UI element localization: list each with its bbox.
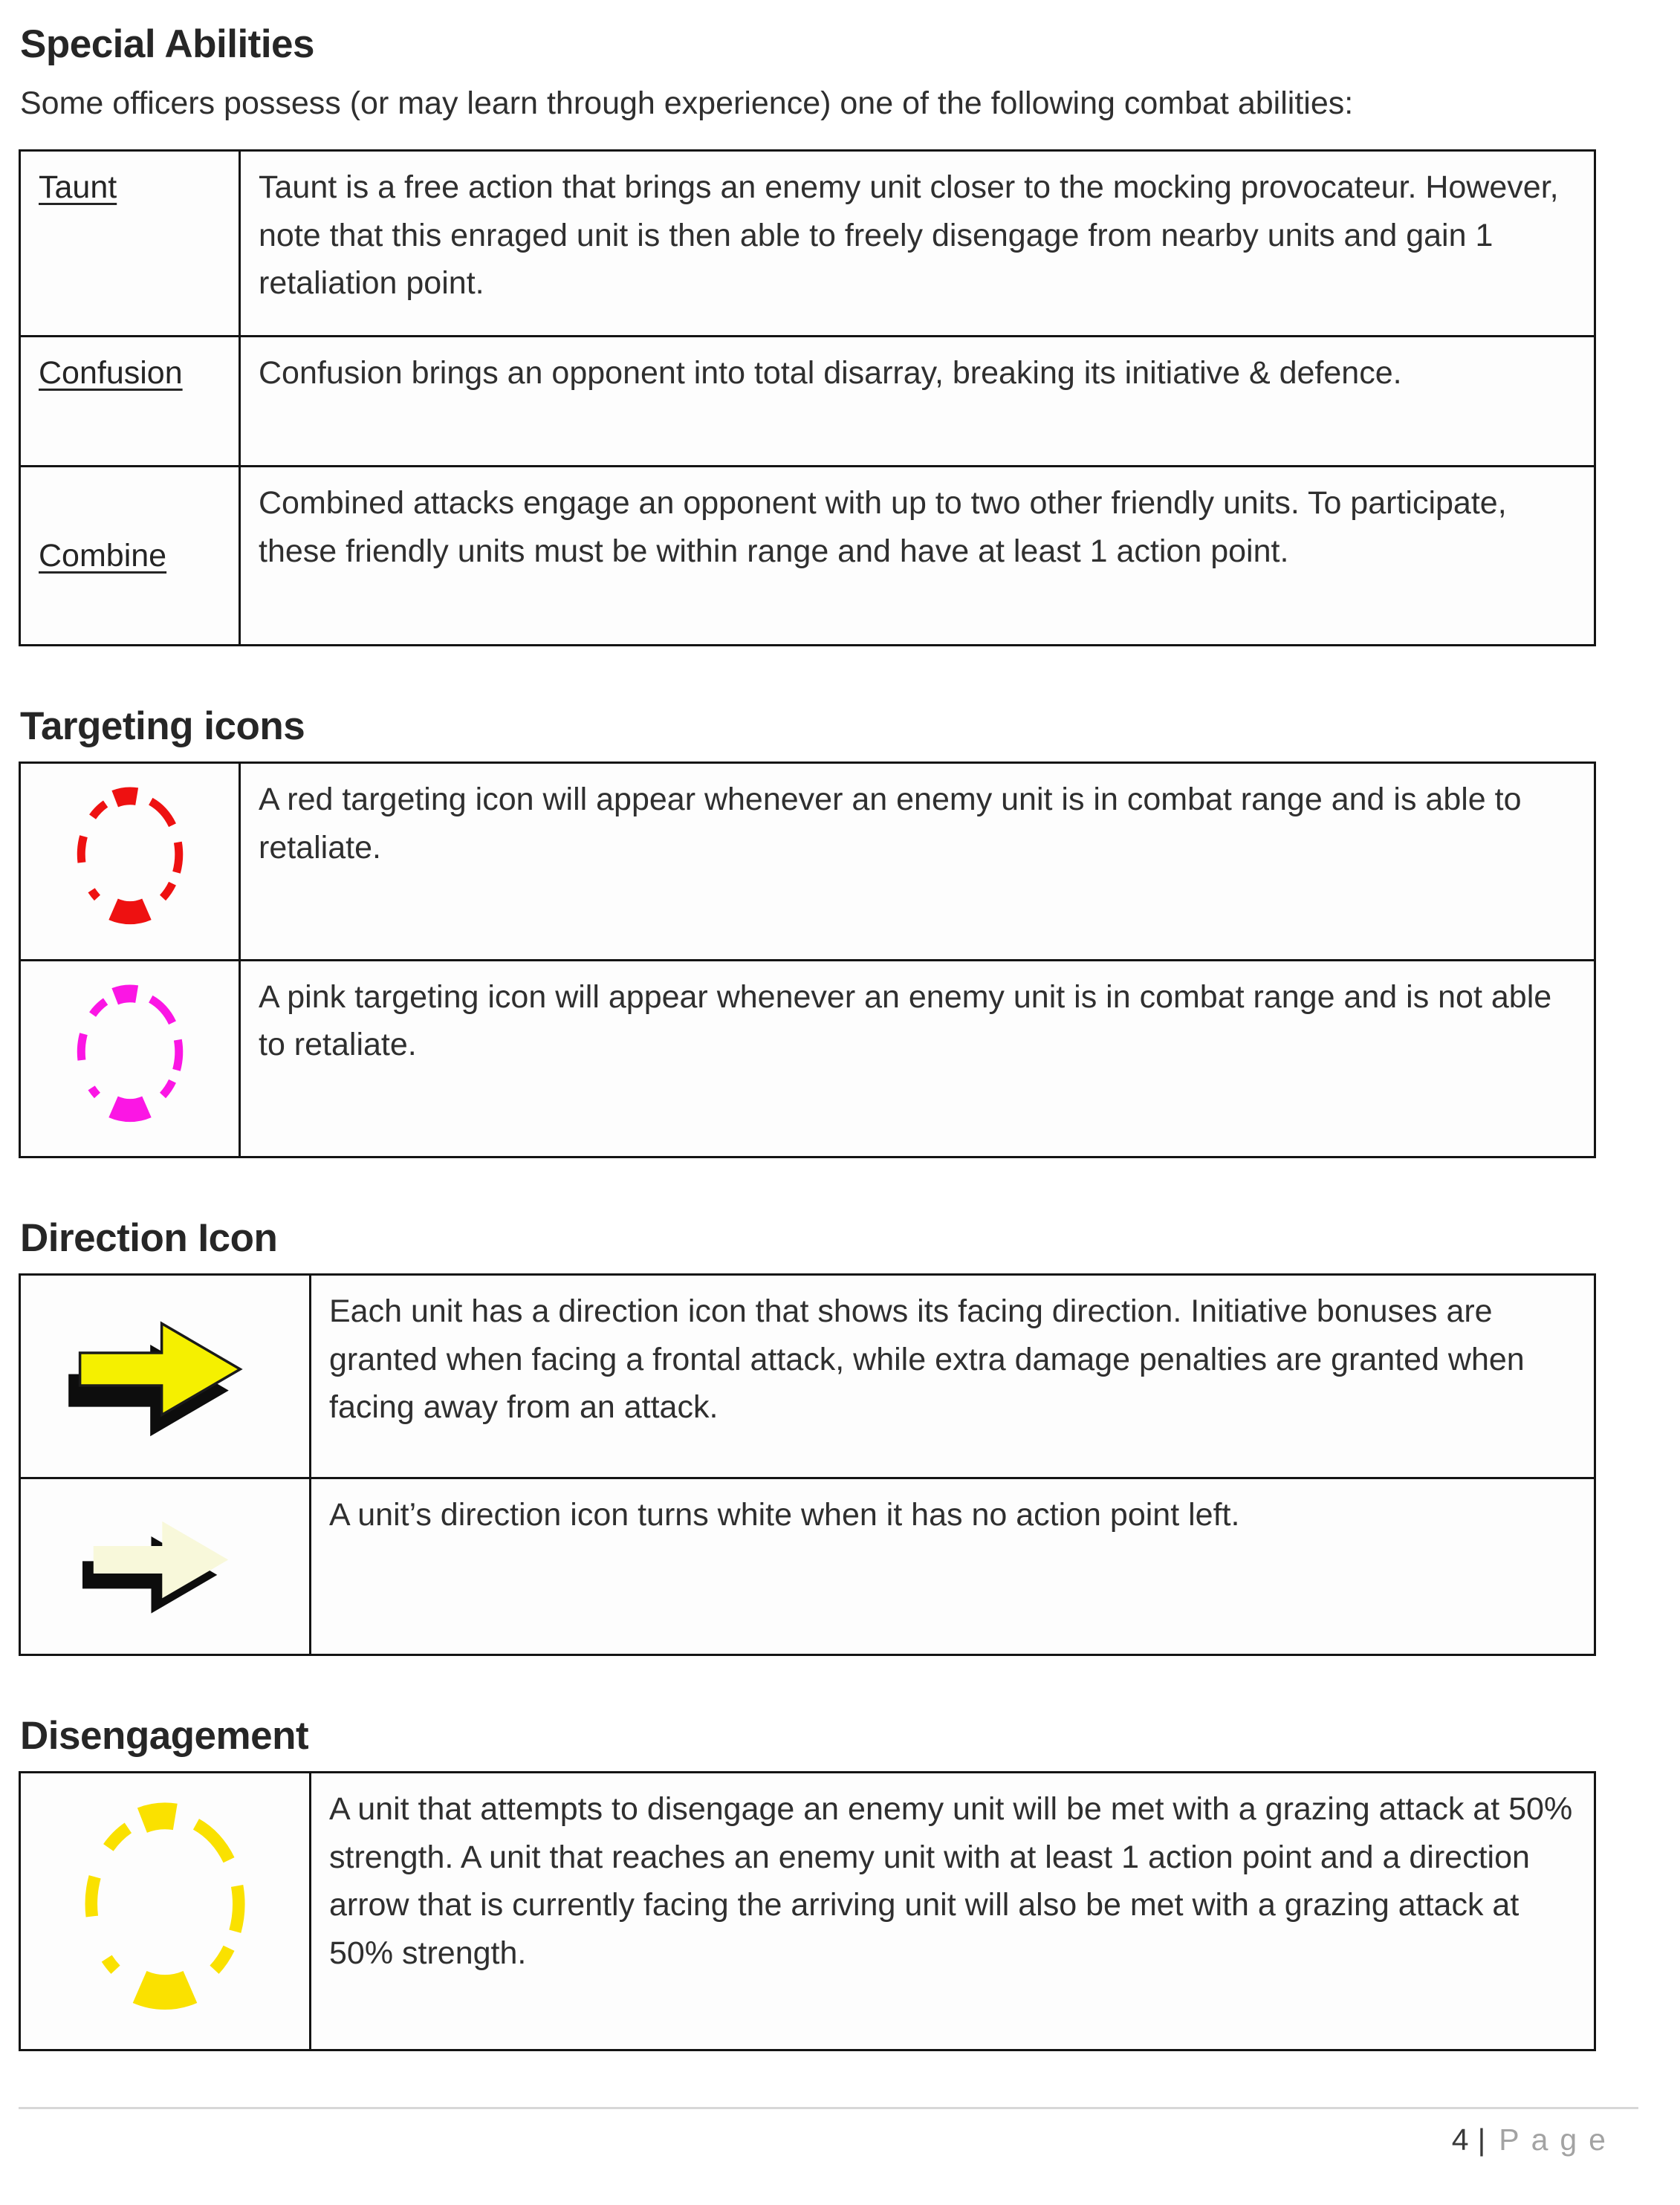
yellow-direction-arrow <box>67 1287 263 1451</box>
footer-page-label: Page <box>1499 2123 1618 2157</box>
disengagement-description: A unit that attempts to disengage an enemy unit will be met with a grazing attack at 50% strength. A unit that reaches an enemy unit with at least 1 action point and a direction arrow that is currently facing the arriving unit will also be met with a grazing attack at 50% strength. <box>311 1773 1595 2050</box>
red-targeting-icon <box>61 776 199 933</box>
section-heading-direction-icon: Direction Icon <box>20 1216 278 1261</box>
table-row-confusion <box>20 337 1595 467</box>
white-arrow-cell <box>20 1478 311 1655</box>
disengagement-icon-cell <box>20 1773 311 2050</box>
white-direction-arrow <box>82 1491 247 1628</box>
intro-paragraph: Some officers possess (or may learn through experience) one of the following combat abilities: <box>20 85 1354 121</box>
section-heading-disengagement: Disengagement <box>20 1714 309 1759</box>
ability-description-confusion: Confusion brings an opponent into total disarray, breaking its initiative & defence. <box>240 337 1595 467</box>
table-row-yellow-arrow <box>20 1275 1595 1478</box>
section-heading-special-abilities: Special Abilities <box>20 22 315 66</box>
ability-label-confusion: Confusion <box>39 355 183 392</box>
table-row-taunt <box>20 151 1595 337</box>
ability-description-taunt: Taunt is a free action that brings an enemy unit closer to the mocking provocateur. However, note that this enraged unit is then able to freely disengage from nearby units and gain 1 retaliation point. <box>240 151 1595 337</box>
targeting-description-red: A red targeting icon will appear whenever an enemy unit is in combat range and is able to retaliate. <box>240 763 1595 961</box>
pink-targeting-icon <box>61 973 199 1131</box>
yellow-arrow-cell <box>20 1275 311 1478</box>
ability-label-combine: Combine <box>39 538 167 574</box>
footer-divider: | <box>1477 2123 1486 2157</box>
ability-key-cell <box>20 467 240 646</box>
pink-targeting-icon-cell <box>20 960 240 1157</box>
page-number: 4 <box>1451 2123 1469 2157</box>
disengagement-table <box>19 1771 1596 2051</box>
ability-description-combine: Combined attacks engage an opponent with up to two other friendly units. To participate, these friendly units must be within range and have at least 1 action point. <box>240 467 1595 646</box>
yellow-disengagement-ring <box>61 1785 269 2023</box>
red-targeting-icon-cell <box>20 763 240 961</box>
ability-key-cell <box>20 337 240 467</box>
table-row-combine <box>20 467 1595 646</box>
table-row-disengagement <box>20 1773 1595 2050</box>
direction-description-white: A unit’s direction icon turns white when it has no action point left. <box>311 1478 1595 1655</box>
table-row-red-targeting <box>20 763 1595 961</box>
table-row-white-arrow <box>20 1478 1595 1655</box>
special-abilities-table <box>19 149 1596 646</box>
direction-icon-table <box>19 1273 1596 1656</box>
direction-description-yellow: Each unit has a direction icon that shows its facing direction. Initiative bonuses are granted when facing a frontal attack, while extra damage penalties are granted when facing away from an attack. <box>311 1275 1595 1478</box>
targeting-icons-table <box>19 761 1596 1158</box>
table-row-pink-targeting <box>20 960 1595 1157</box>
page-footer <box>19 2107 1638 2157</box>
ability-label-taunt: Taunt <box>39 169 117 206</box>
targeting-description-pink: A pink targeting icon will appear whenever an enemy unit is in combat range and is not able to retaliate. <box>240 960 1595 1157</box>
section-heading-targeting-icons: Targeting icons <box>20 704 305 749</box>
ability-key-cell <box>20 151 240 337</box>
